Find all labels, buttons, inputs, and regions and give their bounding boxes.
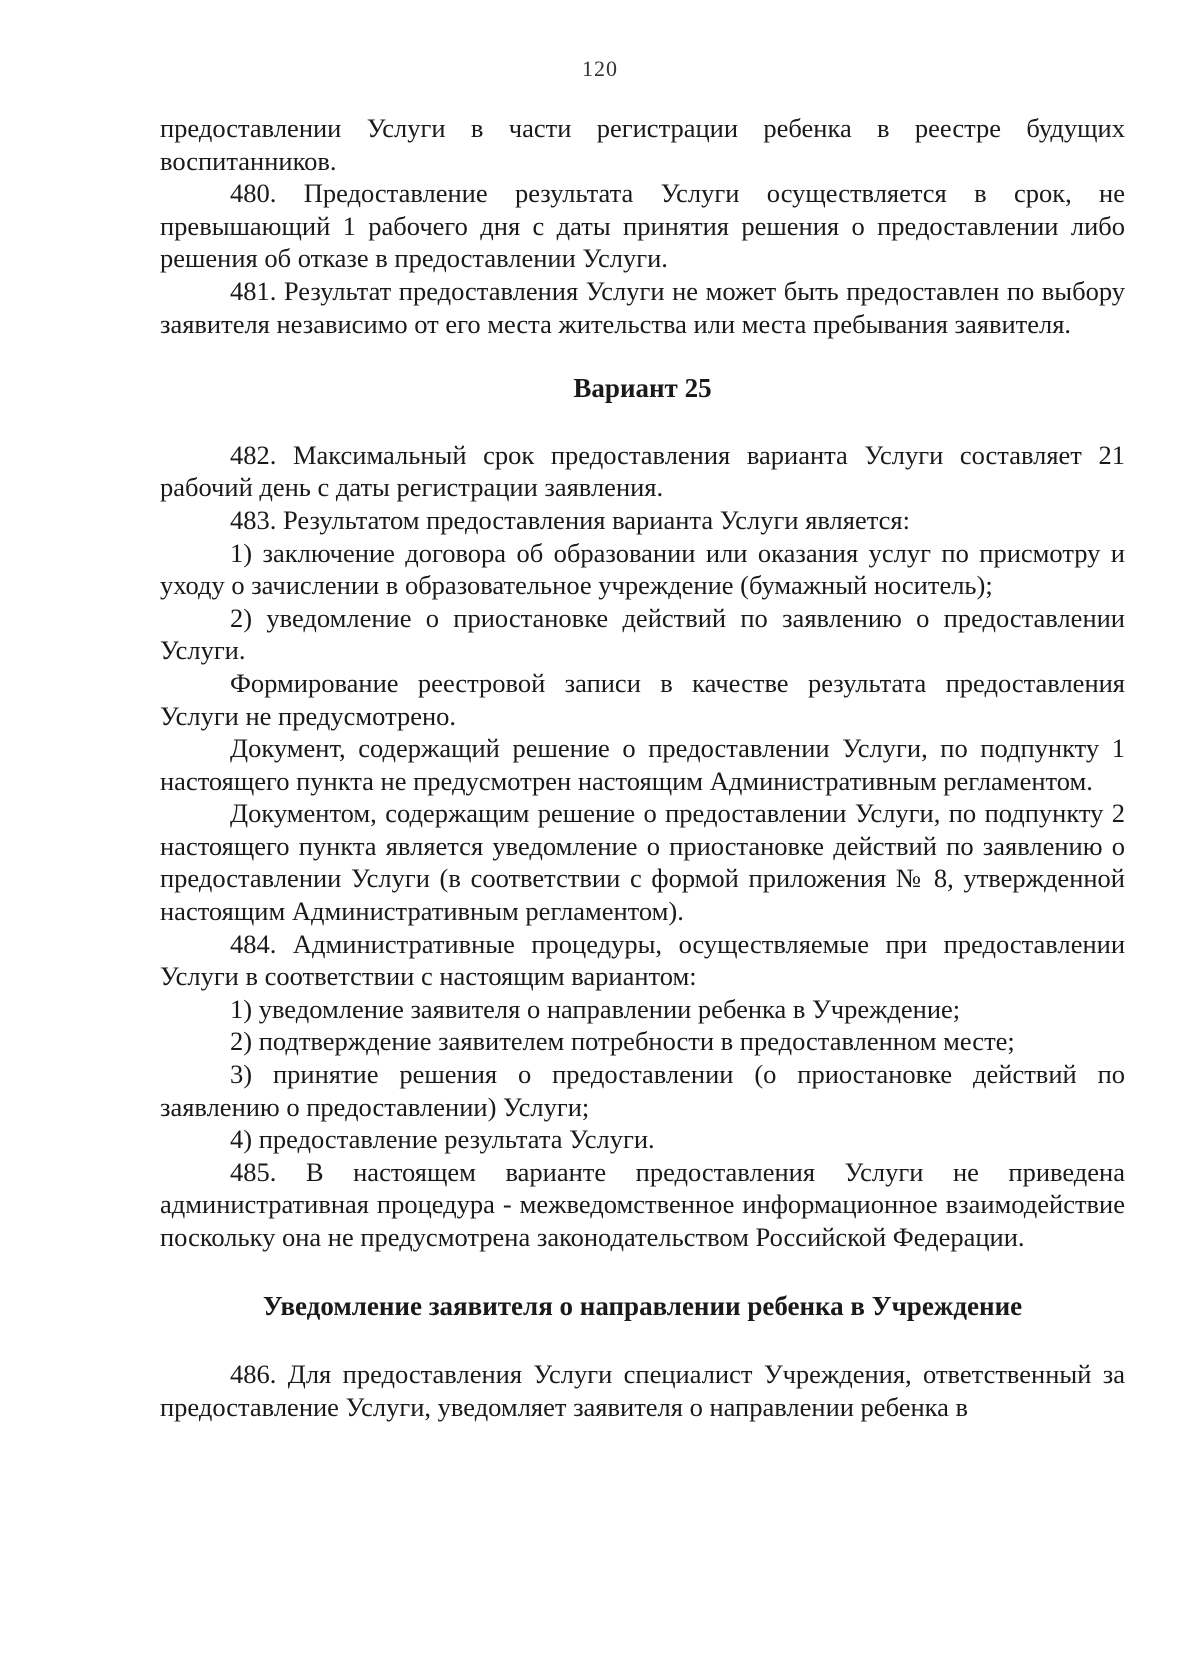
paragraph-483-item-1: 1) заключение договора об образовании или оказания услуг по присмотру и уходу о зачислении в образовательное учреждение (бумажный носитель); [160,537,1125,601]
page-number: 120 [582,56,618,81]
paragraph-483: 483. Результатом предоставления варианта Услуги является: [230,504,910,535]
paragraph-484-item-2: 2) подтверждение заявителем потребности в предоставленном месте; [230,1026,1015,1057]
paragraph-483-item-2: 2) уведомление о приостановке действий по заявлению о предоставлении Услуги. [160,602,1125,666]
paragraph-486: 486. Для предоставления Услуги специалист Учреждения, ответственный за предоставление Услуги, уведомляет заявителя о направлении ребенка в [160,1359,1125,1422]
paragraph-485: 485. В настоящем варианте предоставления Услуги не приведена административная процедура - межведомственное информационное взаимодействие поскольку она не предусмотрена законодательством Российской Федерации. [160,1156,1125,1252]
heading-variant: Вариант 25 [573,373,712,404]
paragraph-482: 482. Максимальный срок предоставления варианта Услуги составляет 21 рабочий день с даты регистрации заявления. [160,439,1125,503]
document-body [160,112,1125,1423]
paragraph-document-subpoint-1: Документ, содержащий решение о предоставлении Услуги, по подпункту 1 настоящего пункта не предусмотрен настоящим Административным регламентом. [160,733,1125,796]
paragraph-484: 484. Административные процедуры, осуществляемые при предоставлении Услуги в соответствии с настоящим вариантом: [160,928,1125,992]
paragraph-registry-record: Формирование реестровой записи в качестве результата предоставления Услуги не предусмотрено. [160,667,1125,731]
paragraph-document-subpoint-2: Документом, содержащим решение о предоставлении Услуги, по подпункту 2 настоящего пункта является уведомление о приостановке действий по заявлению о предоставлении Услуги (в соответствии с формой приложения № 8, утвержденной настоящим Административным регламентом). [160,798,1125,927]
paragraph-480: 480. Предоставление результата Услуги осуществляется в срок, не превышающий 1 рабочего дня с даты принятия решения о предоставлении либо решения об отказе в предоставлении Услуги. [160,178,1125,274]
paragraph-481: 481. Результат предоставления Услуги не может быть предоставлен по выбору заявителя независимо от его места жительства или места пребывания заявителя. [160,275,1125,339]
heading-notification-section: Уведомление заявителя о направлении ребенка в Учреждение [262,1290,1023,1321]
paragraph-484-item-3: 3) принятие решения о предоставлении (о приостановке действий по заявлению о предоставлении) Услуги; [160,1059,1125,1122]
paragraph-484-item-1: 1) уведомление заявителя о направлении ребенка в Учреждение; [230,993,961,1024]
paragraph-484-item-4: 4) предоставление результата Услуги. [230,1124,655,1155]
paragraph-continuation: предоставлении Услуги в части регистрации ребенка в реестре будущих воспитанников. [160,113,1125,176]
